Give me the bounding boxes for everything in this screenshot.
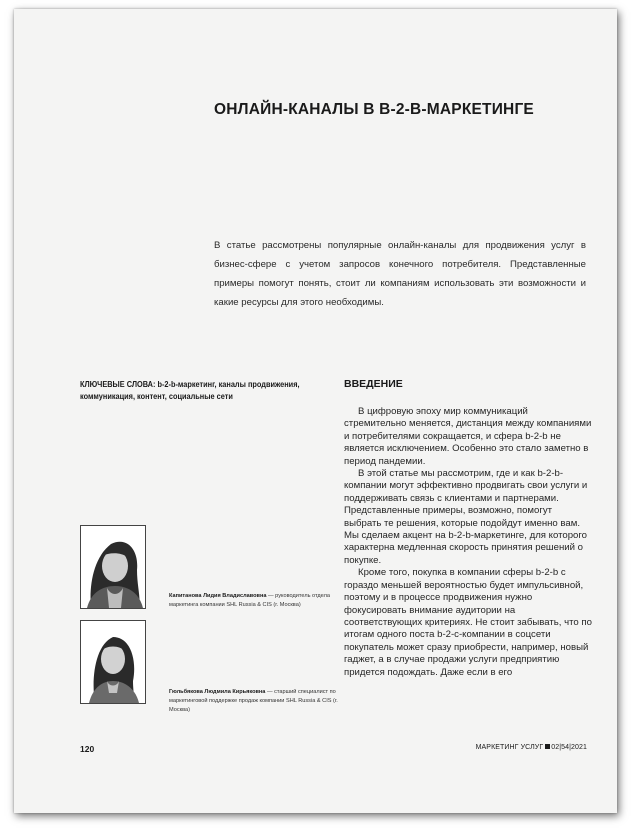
section-title: ВВЕДЕНИЕ	[344, 378, 403, 390]
keywords	[80, 379, 301, 403]
keywords-text: b-2-b-маркетинг, каналы продвижения, коммуникация, контент, социальные сети	[80, 380, 300, 401]
author-2	[169, 688, 345, 715]
author-1	[169, 592, 345, 610]
author-2-name: Гюльбякова Людмила Кирьяковна	[169, 689, 266, 695]
article-abstract: В статье рассмотрены популярные онлайн-каналы для продвижения услуг в бизнес-сфере с учетом запросов конечного потребителя. Представленные примеры помогут понять, стоит ли компаниям использовать эти возможности и какие ресурсы для этого необходимы.	[214, 240, 586, 308]
article-title: ОНЛАЙН-КАНАЛЫ В B-2-B-МАРКЕТИНГЕ	[214, 101, 534, 118]
journal-name: МАРКЕТИНГ УСЛУГ	[475, 744, 544, 751]
page-number: 120	[80, 744, 95, 754]
author-2-role: — старший специалист по маркетинговой поддержке продаж компании SHL Russia & CIS (г. Москва)	[169, 689, 338, 713]
author-photo-2	[80, 620, 146, 704]
journal-footer	[476, 744, 587, 751]
author-photo-1	[80, 525, 146, 609]
author-1-role: — руководитель отдела маркетинга компании SHL Russia & CIS (г. Москва)	[169, 593, 330, 608]
keywords-label: КЛЮЧЕВЫЕ СЛОВА:	[80, 380, 156, 389]
body-paragraph-3: Кроме того, покупка в компании сферы b-2-b с гораздо меньшей вероятностью будет импульсивной, поэтому и в процессе продвижения нужно фокусировать внимание аудитории на соответствующих критериях. Не стоит забывать, что по итогам одного поста b-2-c-компании в соцсети покупатель может сразу приобрести, например, новый гаджет, а в случае продажи услуги предприятию придется подождать. Даже если в его	[344, 567, 592, 678]
body-paragraph-2: В этой статье мы рассмотрим, где и как b-2-b-компании могут эффективно продвигать свои услуги и поддерживать связь с клиентами и партнерами. Представленные примеры, возможно, помогут выбрать те решения, которые подойдут именно вам. Мы сделаем акцент на b-2-b-маркетинге, для которого характерна медленная скорость принятия решений о покупке.	[344, 468, 588, 566]
body-text	[344, 406, 592, 679]
square-separator-icon	[545, 744, 550, 749]
body-paragraph-1: В цифровую эпоху мир коммуникаций стремительно меняется, дистанция между компаниями и потребителями сокращается, и сфера b-2-b не является исключением. Особенно это стало заметно в период пандемии.	[344, 406, 592, 467]
magazine-page	[14, 9, 617, 813]
journal-issue: 02|54|2021	[551, 744, 587, 751]
author-1-name: Капитанова Лидия Владиславовна	[169, 593, 267, 599]
